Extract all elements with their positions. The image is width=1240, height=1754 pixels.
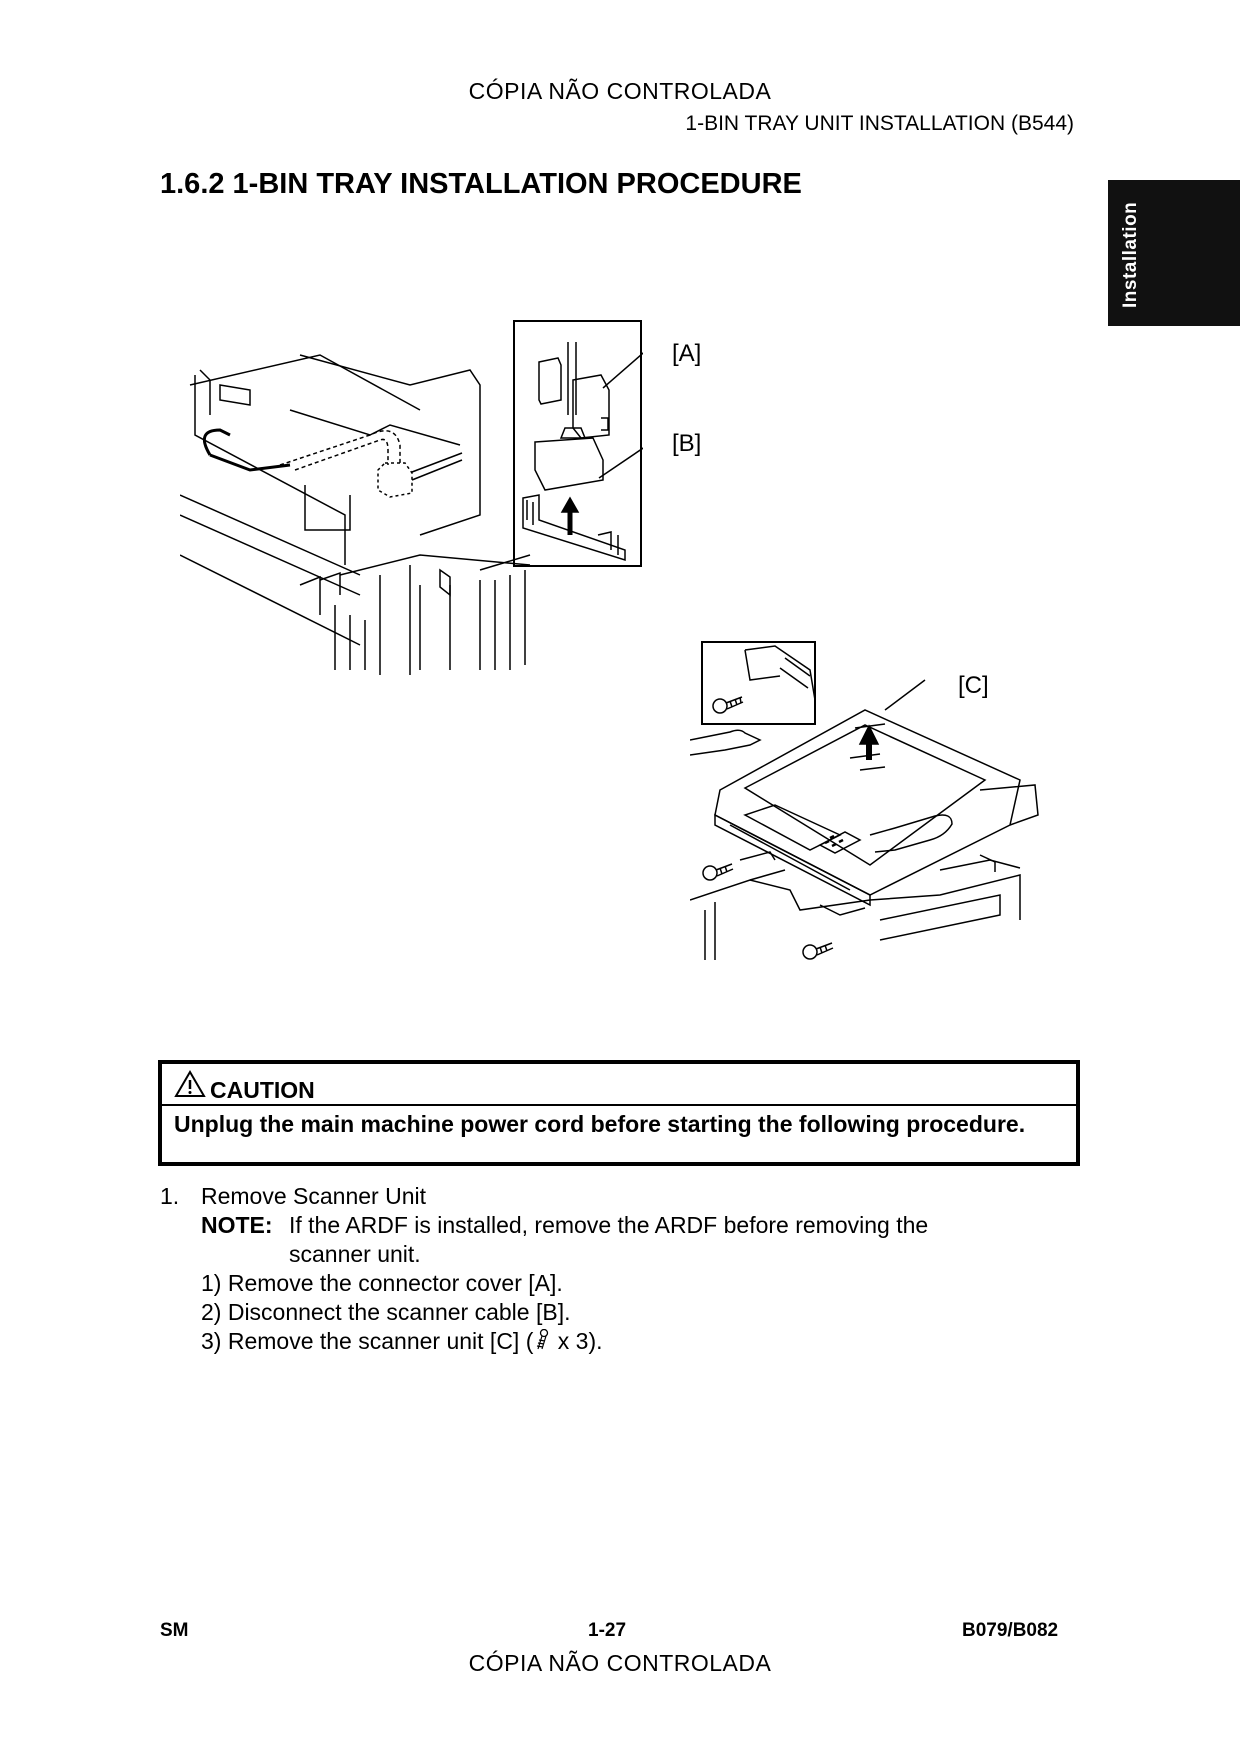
side-tab-label: Installation [1120, 201, 1141, 308]
step-1-number: 1. [160, 1183, 180, 1209]
leader-c [885, 680, 925, 710]
screw-icon-inset [713, 697, 743, 713]
inset-frame [514, 321, 641, 566]
caution-box [158, 1060, 1080, 1166]
warning-triangle-icon [174, 1070, 206, 1098]
substep-1: 1) Remove the connector cover [A]. [201, 1270, 563, 1296]
scanner-glass [745, 725, 985, 865]
procedure-steps [160, 1182, 1060, 1382]
cable-plug-neck [561, 428, 585, 438]
left-hand [690, 730, 760, 755]
screw-icon-bottom [803, 943, 833, 959]
substep-3 [201, 1327, 603, 1356]
step-1-title: Remove Scanner Unit [201, 1183, 426, 1209]
caution-text: Unplug the main machine power cord before starting the following procedure. [174, 1111, 1026, 1137]
scanner-removal-figure [690, 640, 1050, 960]
screw-icon [533, 1329, 551, 1351]
connector-cover-left [539, 358, 561, 404]
note-label: NOTE: [201, 1212, 273, 1238]
machine-body-drawing [180, 355, 530, 675]
label-a: [A] [672, 340, 702, 367]
cable-plug-b [535, 438, 603, 490]
label-c: [C] [958, 672, 989, 699]
inset-cable [568, 342, 576, 415]
side-tab [1108, 180, 1240, 326]
dashed-cable-route [280, 431, 400, 465]
footer-model: B079/B082 [962, 1620, 1059, 1641]
section-title: 1.6.2 1-BIN TRAY INSTALLATION PROCEDURE [160, 168, 802, 200]
caution-header [162, 1064, 1076, 1106]
leader-b [599, 438, 643, 478]
note-line-1: If the ARDF is installed, remove the ARDF before removing the [289, 1212, 929, 1238]
caution-heading: CAUTION [210, 1077, 315, 1103]
leader-a [603, 340, 643, 388]
watermark-top: CÓPIA NÃO CONTROLADA [468, 78, 772, 104]
right-hand [870, 815, 952, 852]
running-head: 1-BIN TRAY UNIT INSTALLATION (B544) [685, 112, 1074, 135]
cable-run [210, 455, 290, 470]
substep-3-suffix: x 3). [551, 1328, 603, 1354]
watermark-bottom: CÓPIA NÃO CONTROLADA [468, 1650, 772, 1676]
substep-2: 2) Disconnect the scanner cable [B]. [201, 1299, 571, 1325]
connector-inset [513, 320, 643, 570]
label-b: [B] [672, 430, 702, 457]
screw-icon-left [703, 864, 733, 880]
screw-inset-frame [702, 642, 815, 724]
substep-3-prefix: 3) Remove the scanner unit [C] ( [201, 1328, 534, 1354]
dashed-connector [378, 463, 412, 497]
footer-left: SM [160, 1620, 189, 1641]
note-line-2: scanner unit. [289, 1241, 421, 1267]
footer-page-number: 1-27 [588, 1620, 627, 1641]
